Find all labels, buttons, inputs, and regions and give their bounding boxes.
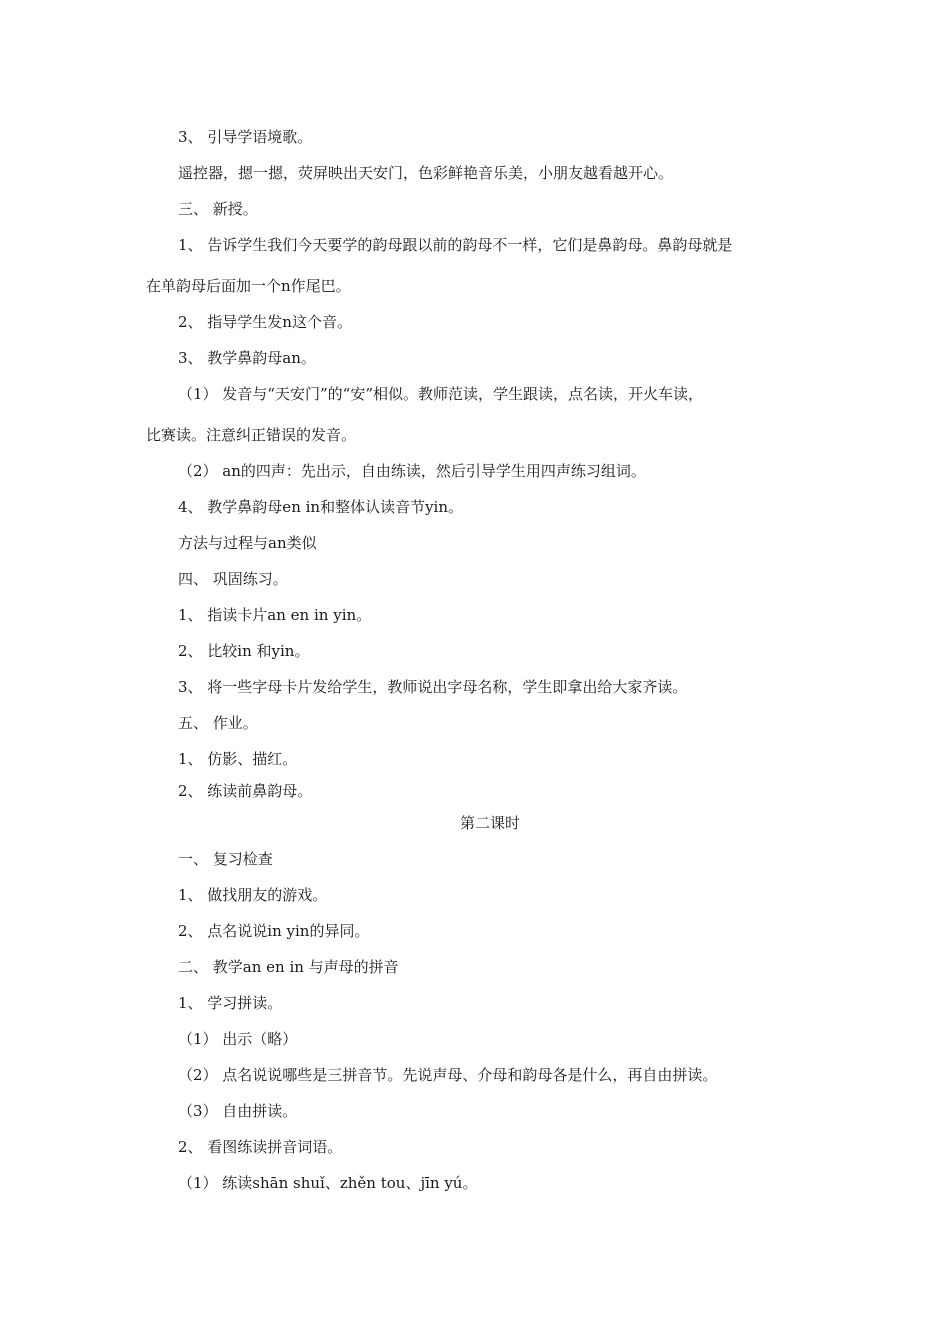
text-line: 1、 告诉学生我们今天要学的韵母跟以前的韵母不一样，它们是鼻韵母。鼻韵母就是 — [178, 236, 733, 254]
text-line: 2、 比较in 和yin。 — [178, 642, 310, 660]
text-line: （3） 自由拼读。 — [178, 1102, 298, 1120]
text-line-continuation: 比赛读。注意纠正错误的发音。 — [146, 426, 357, 444]
section-heading: 二、 教学an en in 与声母的拼音 — [178, 958, 399, 976]
text-line: 1、 学习拼读。 — [178, 994, 283, 1012]
section-heading: 五、 作业。 — [178, 714, 258, 732]
text-line-continuation: 在单韵母后面加一个n作尾巴。 — [146, 277, 351, 295]
text-line: （1） 发音与“天安门”的“安”相似。教师范读，学生跟读，点名读，开火车读， — [178, 385, 703, 403]
text-line: 2、 点名说说in yin的异同。 — [178, 922, 370, 940]
section-heading: 三、 新授。 — [178, 200, 258, 218]
text-line: 3、 教学鼻韵母an。 — [178, 349, 316, 367]
section-heading: 一、 复习检查 — [178, 850, 273, 868]
text-line: 1、 仿影、描红。 — [178, 750, 298, 768]
text-line: （1） 出示（略） — [178, 1030, 298, 1048]
text-line: 3、 引导学语境歌。 — [178, 128, 313, 146]
text-line: 1、 指读卡片an en in yin。 — [178, 606, 372, 624]
text-line: （2） 点名说说哪些是三拼音节。先说声母、介母和韵母各是什么，再自由拼读。 — [178, 1066, 718, 1084]
lesson-title: 第二课时 — [459, 814, 520, 832]
text-line: 方法与过程与an类似 — [178, 534, 317, 552]
text-line: 1、 做找朋友的游戏。 — [178, 886, 328, 904]
text-line: 4、 教学鼻韵母en in和整体认读音节yin。 — [178, 498, 464, 516]
text-line: 遥控器，摁一摁，荧屏映出天安门，色彩鲜艳音乐美，小朋友越看越开心。 — [178, 164, 674, 182]
text-line: 2、 看图练读拼音词语。 — [178, 1138, 343, 1156]
section-heading: 四、 巩固练习。 — [178, 570, 288, 588]
text-line: 3、 将一些字母卡片发给学生，教师说出字母名称，学生即拿出给大家齐读。 — [178, 678, 688, 696]
text-line: （2） an的四声：先出示，自由练读，然后引导学生用四声练习组词。 — [178, 462, 646, 480]
text-line: （1） 练读shān shuǐ、zhěn tou、jīn yú。 — [178, 1174, 478, 1192]
text-line: 2、 练读前鼻韵母。 — [178, 782, 313, 800]
text-line: 2、 指导学生发n这个音。 — [178, 313, 352, 331]
